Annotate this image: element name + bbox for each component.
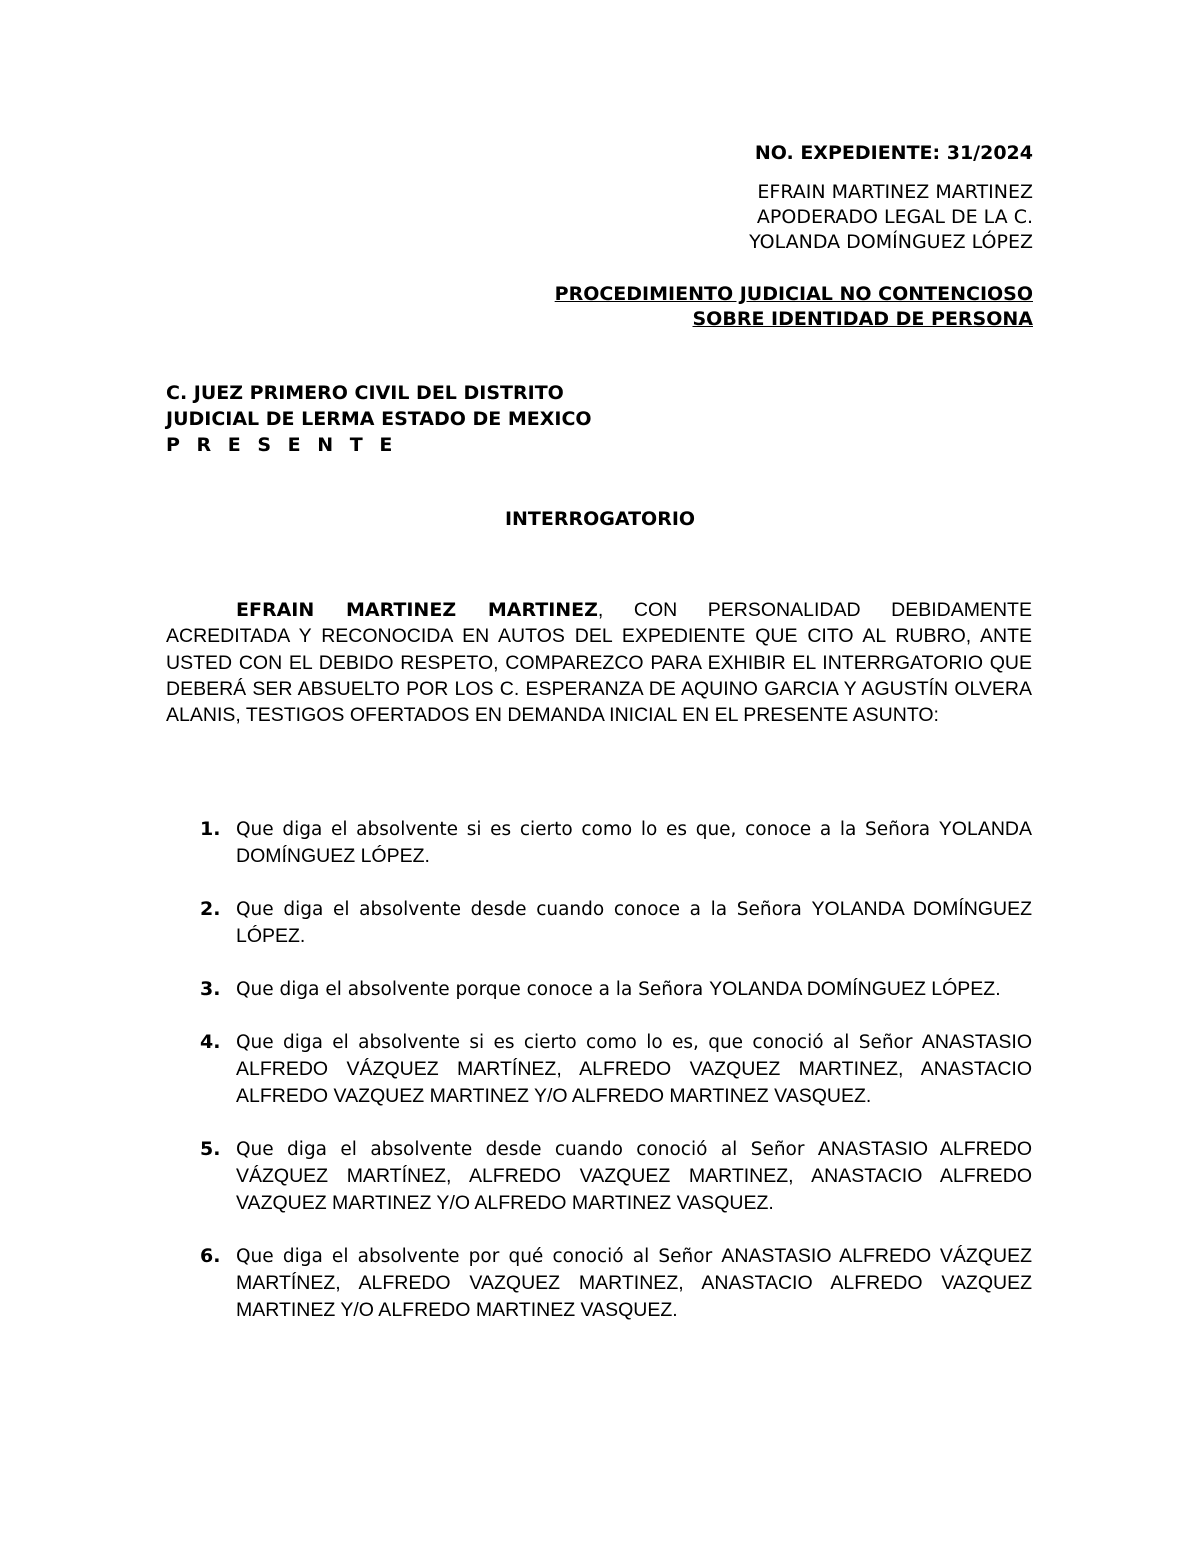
question-text <box>236 816 1032 870</box>
addressee-line-2: JUDICIAL DE LERMA ESTADO DE MEXICO <box>166 408 592 430</box>
question-lead: Que diga el absolvente desde cuando conoce a la Señora <box>236 899 812 920</box>
addressee-line-1: C. JUEZ PRIMERO CIVIL DEL DISTRITO <box>166 382 564 404</box>
question-number: 2. <box>200 898 221 920</box>
expediente-number <box>755 141 1033 166</box>
intro-name: EFRAIN MARTINEZ MARTINEZ <box>236 599 598 621</box>
question-number: 5. <box>200 1138 221 1160</box>
question-caps: ANASTASIO ALFREDO VÁZQUEZ MARTÍNEZ, ALFREDO VAZQUEZ MARTINEZ, ANASTACIO ALFREDO VAZQUEZ MARTINEZ Y/O ALFREDO MARTINEZ VASQUEZ. <box>236 1138 1032 1214</box>
question-caps: YOLANDA DOMÍNGUEZ LÓPEZ. <box>709 978 1001 1000</box>
question-caps: ANASTASIO ALFREDO VÁZQUEZ MARTÍNEZ, ALFREDO VAZQUEZ MARTINEZ, ANASTACIO ALFREDO VAZQUEZ MARTINEZ Y/O ALFREDO MARTINEZ VASQUEZ. <box>236 1245 1032 1321</box>
question-lead: Que diga el absolvente si es cierto como lo es, que conoció al Señor <box>236 1032 922 1053</box>
question-text <box>236 976 1032 1003</box>
presente-line: P R E S E N T E <box>166 434 398 456</box>
question-number: 4. <box>200 1031 221 1053</box>
question-item <box>166 816 1032 870</box>
question-list <box>166 816 1032 1350</box>
question-item <box>166 1029 1032 1110</box>
procedure-block <box>555 282 1033 332</box>
attorney-line-1: EFRAIN MARTINEZ MARTINEZ <box>757 181 1033 203</box>
attorney-line-2: APODERADO LEGAL DE LA C. <box>756 206 1033 228</box>
intro-paragraph <box>166 597 1032 728</box>
question-lead: Que diga el absolvente desde cuando conoció al Señor <box>236 1139 818 1160</box>
question-text <box>236 896 1032 950</box>
question-caps: YOLANDA DOMÍNGUEZ LÓPEZ. <box>236 818 1032 867</box>
question-lead: Que diga el absolvente si es cierto como lo es que, conoce a la Señora <box>236 819 939 840</box>
question-number: 1. <box>200 818 221 840</box>
question-item <box>166 896 1032 950</box>
addressee-block <box>166 380 592 458</box>
question-number: 6. <box>200 1245 221 1267</box>
question-caps: ANASTASIO ALFREDO VÁZQUEZ MARTÍNEZ, ALFREDO VAZQUEZ MARTINEZ, ANASTACIO ALFREDO VAZQUEZ MARTINEZ Y/O ALFREDO MARTINEZ VASQUEZ. <box>236 1031 1032 1107</box>
question-text <box>236 1136 1032 1217</box>
procedure-line-2: SOBRE IDENTIDAD DE PERSONA <box>692 308 1033 330</box>
procedure-line-1: PROCEDIMIENTO JUDICIAL NO CONTENCIOSO <box>554 283 1033 305</box>
question-item <box>166 1136 1032 1217</box>
question-text <box>236 1029 1032 1110</box>
question-number: 3. <box>200 978 221 1000</box>
attorney-line-3: YOLANDA DOMÍNGUEZ LÓPEZ <box>749 231 1033 253</box>
question-lead: Que diga el absolvente porque conoce a la Señora <box>236 979 710 1000</box>
intro-text: , CON PERSONALIDAD DEBIDAMENTE ACREDITADA Y RECONOCIDA EN AUTOS DEL EXPEDIENTE QUE CITO AL RUBRO, ANTE USTED CON EL DEBIDO RESPETO, COMPAREZCO PARA EXHIBIR EL INTERRGATORIO QUE DEBERÁ SER ABSUELTO POR LOS C. ESPERANZA DE AQUINO GARCIA Y AGUSTÍN OLVERA ALANIS, TESTIGOS OFERTADOS EN DEMANDA INICIAL EN EL PRESENTE ASUNTO: <box>166 599 1032 727</box>
expediente-line: NO. EXPEDIENTE: 31/2024 <box>754 142 1033 164</box>
question-item <box>166 976 1032 1003</box>
attorney-block <box>749 180 1033 255</box>
question-caps: YOLANDA DOMÍNGUEZ LÓPEZ. <box>236 898 1033 947</box>
document-title: INTERROGATORIO <box>504 508 696 530</box>
question-lead: Que diga el absolvente por qué conoció al Señor <box>236 1246 722 1267</box>
question-text <box>236 1243 1032 1324</box>
question-item <box>166 1243 1032 1324</box>
